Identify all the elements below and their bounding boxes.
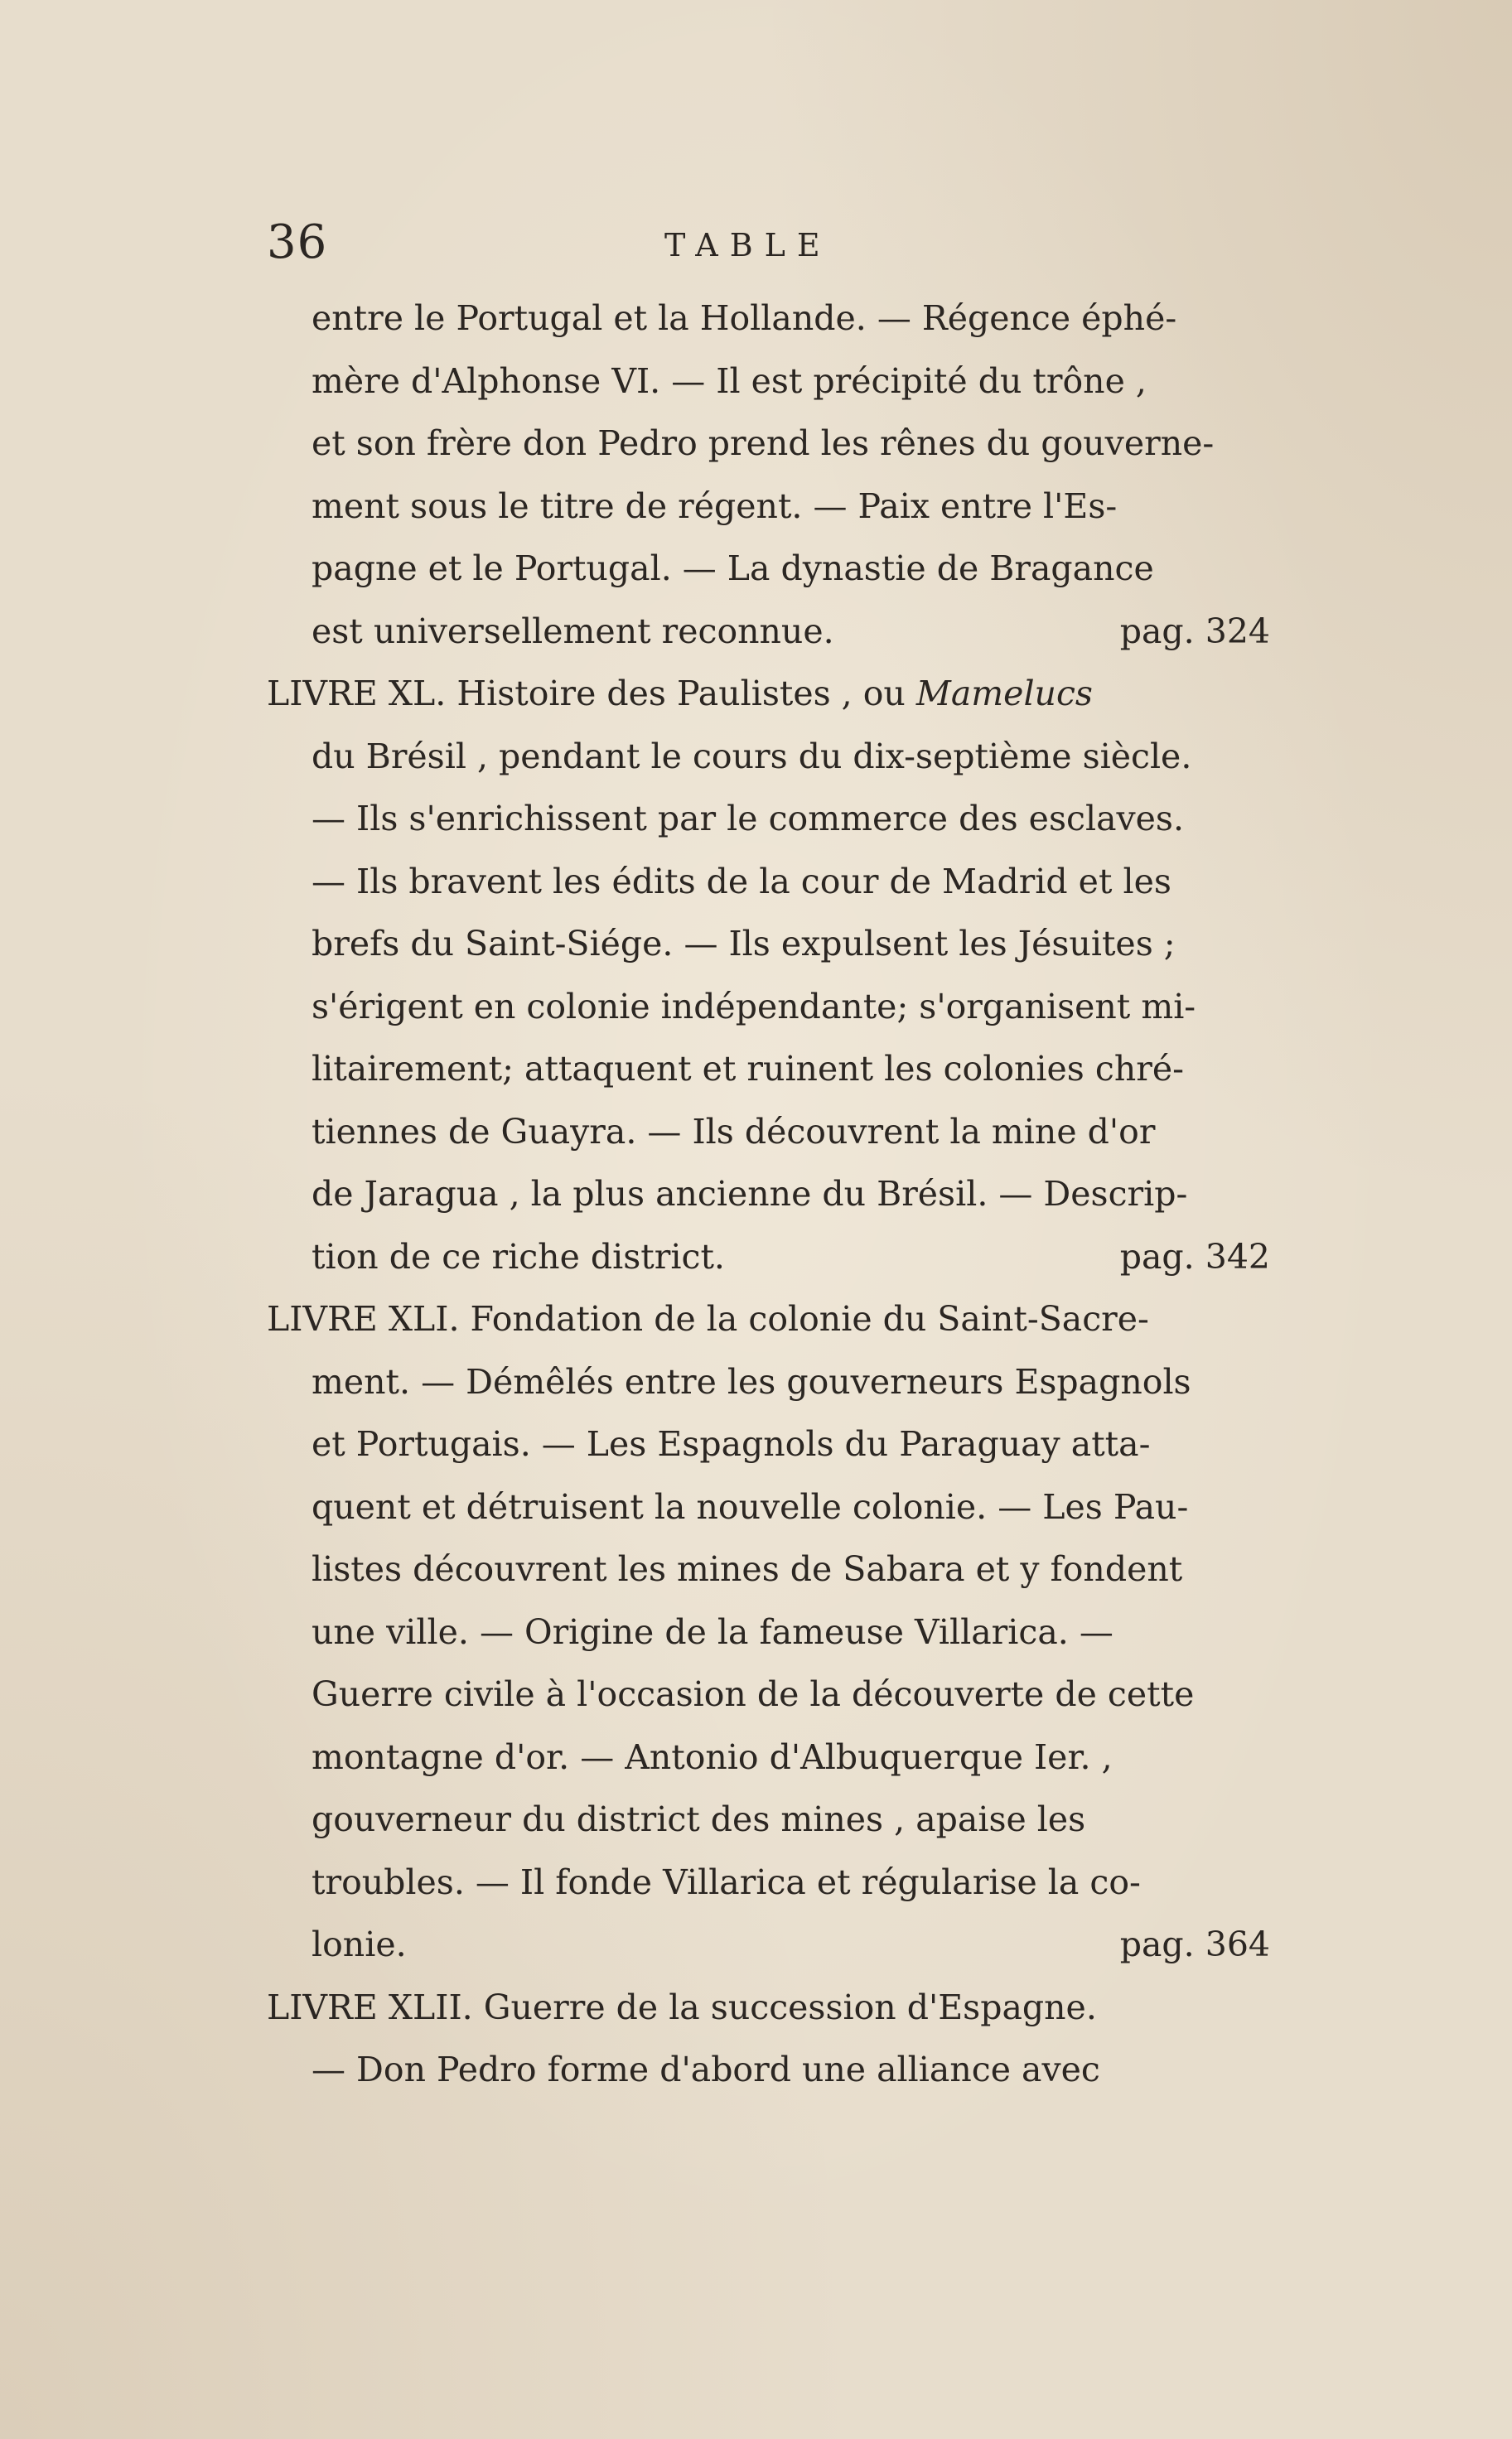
text-line: [312, 417, 1270, 470]
text-line: [312, 1543, 1270, 1596]
line-text: — Ils bravent les édits de la cour de Madrid et les: [312, 862, 1171, 901]
line-text: litairement; attaquent et ruinent les colonies chré-: [312, 1049, 1184, 1089]
text-line: [312, 917, 1270, 970]
text-line: [312, 480, 1270, 533]
line-text: ment. — Démêlés entre les gouverneurs Espagnols: [312, 1362, 1191, 1402]
line-text: et son frère don Pedro prend les rênes du gouverne-: [312, 423, 1215, 463]
line-text: LIVRE XLII. Guerre de la succession d'Espagne.: [267, 1987, 1097, 2027]
text-line: [312, 355, 1270, 408]
line-text: tion de ce riche district.: [312, 1237, 725, 1277]
text-line: [312, 1230, 1270, 1283]
line-text: LIVRE XLI. Fondation de la colonie du Saint-Sacre-: [267, 1299, 1149, 1339]
line-text: LIVRE XL. Histoire des Paulistes , ou Mamelucs: [267, 674, 1093, 713]
text-line: [267, 1292, 1270, 1345]
page-reference: pag. 364: [1119, 1925, 1270, 1964]
text-line: [312, 542, 1270, 595]
text-line: [312, 1856, 1270, 1909]
line-text: Guerre civile à l'occasion de la découverte de cette: [312, 1674, 1195, 1714]
text-line: [312, 1355, 1270, 1408]
page-number: 36: [267, 215, 328, 269]
line-text: quent et détruisent la nouvelle colonie. — Les Pau-: [312, 1487, 1189, 1527]
line-text: du Brésil , pendant le cours du dix-septième siècle.: [312, 737, 1192, 776]
text-line: [267, 667, 1270, 720]
page-reference: pag. 324: [1119, 611, 1270, 651]
line-text: lonie.: [312, 1925, 407, 1964]
line-text: brefs du Saint-Siége. — Ils expulsent les Jésuites ;: [312, 924, 1176, 964]
line-text: une ville. — Origine de la fameuse Villarica. —: [312, 1612, 1113, 1652]
text-line: [312, 855, 1270, 908]
line-text: et Portugais. — Les Espagnols du Paraguay atta-: [312, 1424, 1151, 1464]
page-header: [267, 214, 1278, 272]
page-reference: pag. 342: [1119, 1237, 1270, 1277]
text-line: [312, 1042, 1270, 1095]
line-text: entre le Portugal et la Hollande. — Régence éphé-: [312, 298, 1177, 338]
line-text: gouverneur du district des mines , apaise les: [312, 1799, 1086, 1839]
line-text: de Jaragua , la plus ancienne du Brésil. — Descrip-: [312, 1174, 1188, 1214]
text-line: [312, 1167, 1270, 1220]
text-line: [312, 1918, 1270, 1971]
text-line: [312, 1606, 1270, 1659]
line-text: s'érigent en colonie indépendante; s'organisent mi-: [312, 987, 1196, 1026]
text-line: [312, 1668, 1270, 1721]
text-line: [267, 1981, 1270, 2034]
text-line: [312, 1480, 1270, 1533]
line-text: ment sous le titre de régent. — Paix entre l'Es-: [312, 486, 1118, 526]
text-line: [312, 1105, 1270, 1158]
italic-term: Mamelucs: [915, 674, 1093, 713]
text-line: [312, 1793, 1270, 1846]
text-line: [312, 605, 1270, 658]
text-line: [312, 2043, 1270, 2096]
line-text: — Ils s'enrichissent par le commerce des esclaves.: [312, 799, 1185, 838]
line-text: montagne d'or. — Antonio d'Albuquerque Ier. ,: [312, 1737, 1113, 1777]
text-line: [312, 730, 1270, 783]
text-line: [312, 1418, 1270, 1471]
line-text: — Don Pedro forme d'abord une alliance avec: [312, 2050, 1100, 2089]
text-line: [312, 980, 1270, 1033]
line-text: pagne et le Portugal. — La dynastie de Bragance: [312, 548, 1154, 588]
text-line: [312, 292, 1270, 345]
line-text: tiennes de Guayra. — Ils découvrent la mine d'or: [312, 1112, 1156, 1152]
text-line: [312, 792, 1270, 845]
line-text: mère d'Alphonse VI. — Il est précipité du trône ,: [312, 361, 1147, 401]
line-text: troubles. — Il fonde Villarica et régularise la co-: [312, 1862, 1141, 1902]
text-line: [312, 1731, 1270, 1784]
line-text: est universellement reconnue.: [312, 611, 834, 651]
line-text: listes découvrent les mines de Sabara et y fondent: [312, 1549, 1183, 1589]
running-head: TABLE: [664, 227, 832, 263]
